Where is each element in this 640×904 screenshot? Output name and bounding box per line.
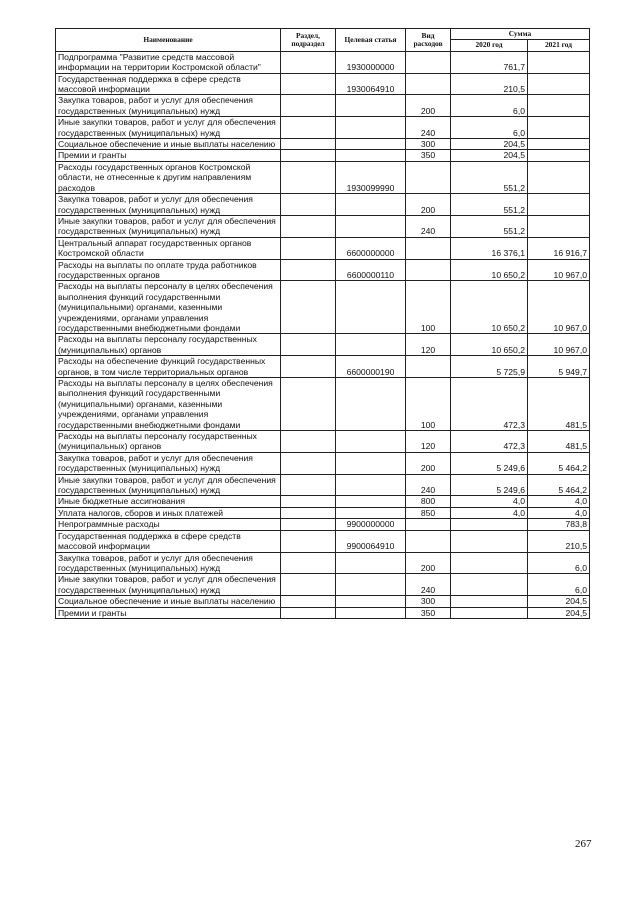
table-row	[56, 452, 590, 474]
row-target-cell	[336, 117, 406, 139]
row-target-cell	[336, 507, 406, 518]
row-2020-cell: 16 376,1	[451, 237, 528, 259]
row-2020-cell: 204,5	[451, 139, 528, 150]
row-2021-cell: 6,0	[528, 552, 590, 574]
row-section-cell	[281, 356, 336, 378]
row-type-cell: 300	[406, 139, 451, 150]
row-section-cell	[281, 607, 336, 618]
table-row	[56, 496, 590, 507]
table-row	[56, 530, 590, 552]
table-row	[56, 259, 590, 281]
row-type-cell	[406, 73, 451, 95]
row-target-cell	[336, 496, 406, 507]
row-2021-cell	[528, 150, 590, 161]
row-name-cell: Расходы государственных органов Костромской области, не отнесенные к другим направлениям расходов	[56, 161, 281, 193]
row-2021-cell: 204,5	[528, 596, 590, 607]
row-2020-cell: 4,0	[451, 507, 528, 518]
row-section-cell	[281, 139, 336, 150]
row-name-cell: Премии и гранты	[56, 607, 281, 618]
table-body	[56, 51, 590, 618]
row-2021-cell	[528, 215, 590, 237]
row-type-cell	[406, 161, 451, 193]
row-target-cell	[336, 334, 406, 356]
table-row	[56, 73, 590, 95]
row-target-cell	[336, 596, 406, 607]
row-target-cell: 6600000190	[336, 356, 406, 378]
row-name-cell: Закупка товаров, работ и услуг для обеспечения государственных (муниципальных) нужд	[56, 452, 281, 474]
row-2020-cell: 4,0	[451, 496, 528, 507]
row-2020-cell	[451, 552, 528, 574]
row-section-cell	[281, 596, 336, 607]
header-2020: 2020 год	[451, 40, 528, 51]
row-2021-cell: 10 967,0	[528, 281, 590, 334]
row-2021-cell: 783,8	[528, 519, 590, 530]
row-name-cell: Расходы на выплаты персоналу государственных (муниципальных) органов	[56, 334, 281, 356]
row-section-cell	[281, 431, 336, 453]
row-target-cell	[336, 150, 406, 161]
row-target-cell: 1930099990	[336, 161, 406, 193]
row-type-cell: 100	[406, 378, 451, 431]
table-row	[56, 519, 590, 530]
row-type-cell: 200	[406, 194, 451, 216]
row-section-cell	[281, 496, 336, 507]
row-name-cell: Иные бюджетные ассигнования	[56, 496, 281, 507]
table-row	[56, 334, 590, 356]
row-name-cell: Иные закупки товаров, работ и услуг для обеспечения государственных (муниципальных) нужд	[56, 215, 281, 237]
table-row	[56, 161, 590, 193]
row-2021-cell: 10 967,0	[528, 259, 590, 281]
row-target-cell	[336, 607, 406, 618]
row-section-cell	[281, 51, 336, 73]
row-2020-cell	[451, 596, 528, 607]
row-name-cell: Премии и гранты	[56, 150, 281, 161]
row-name-cell: Закупка товаров, работ и услуг для обеспечения государственных (муниципальных) нужд	[56, 95, 281, 117]
row-2021-cell	[528, 117, 590, 139]
table-row	[56, 139, 590, 150]
row-type-cell: 200	[406, 452, 451, 474]
row-2020-cell: 10 650,2	[451, 281, 528, 334]
row-2020-cell: 10 650,2	[451, 334, 528, 356]
row-2020-cell: 761,7	[451, 51, 528, 73]
row-2021-cell: 10 967,0	[528, 334, 590, 356]
row-name-cell: Закупка товаров, работ и услуг для обеспечения государственных (муниципальных) нужд	[56, 552, 281, 574]
row-section-cell	[281, 530, 336, 552]
row-target-cell	[336, 139, 406, 150]
row-2021-cell	[528, 95, 590, 117]
row-2020-cell: 10 650,2	[451, 259, 528, 281]
row-2021-cell: 16 916,7	[528, 237, 590, 259]
row-type-cell	[406, 356, 451, 378]
row-type-cell	[406, 259, 451, 281]
table-row	[56, 150, 590, 161]
row-target-cell: 9900000000	[336, 519, 406, 530]
row-2020-cell: 5 249,6	[451, 452, 528, 474]
row-2020-cell	[451, 519, 528, 530]
budget-table	[55, 28, 590, 619]
row-section-cell	[281, 474, 336, 496]
row-name-cell: Подпрограмма "Развитие средств массовой информации на территории Костромской области"	[56, 51, 281, 73]
table-row	[56, 237, 590, 259]
row-name-cell: Расходы на выплаты по оплате труда работников государственных органов	[56, 259, 281, 281]
row-section-cell	[281, 574, 336, 596]
row-target-cell	[336, 552, 406, 574]
row-target-cell	[336, 431, 406, 453]
row-2020-cell	[451, 530, 528, 552]
row-target-cell: 1930064910	[336, 73, 406, 95]
page-number: 267	[575, 838, 592, 850]
row-2020-cell: 472,3	[451, 378, 528, 431]
row-type-cell: 240	[406, 474, 451, 496]
row-target-cell	[336, 215, 406, 237]
table-row	[56, 607, 590, 618]
row-2021-cell	[528, 73, 590, 95]
row-2021-cell	[528, 194, 590, 216]
row-type-cell: 240	[406, 117, 451, 139]
row-type-cell	[406, 519, 451, 530]
row-section-cell	[281, 378, 336, 431]
row-2021-cell: 204,5	[528, 607, 590, 618]
row-2020-cell: 551,2	[451, 161, 528, 193]
table-row	[56, 474, 590, 496]
row-section-cell	[281, 117, 336, 139]
row-type-cell	[406, 237, 451, 259]
table-row	[56, 117, 590, 139]
header-type: Вид расходов	[406, 29, 451, 52]
row-section-cell	[281, 194, 336, 216]
row-2020-cell	[451, 574, 528, 596]
row-type-cell: 240	[406, 574, 451, 596]
row-2021-cell: 481,5	[528, 431, 590, 453]
row-type-cell: 200	[406, 552, 451, 574]
header-sum: Сумма	[451, 29, 590, 40]
row-section-cell	[281, 334, 336, 356]
row-name-cell: Расходы на выплаты персоналу в целях обеспечения выполнения функций государственными (муниципальными) органами, казенными учреждениями, органами управления государственными внебюджетными фондами	[56, 378, 281, 431]
row-target-cell	[336, 281, 406, 334]
row-2021-cell	[528, 139, 590, 150]
row-2021-cell: 5 949,7	[528, 356, 590, 378]
row-section-cell	[281, 150, 336, 161]
row-2021-cell: 5 464,2	[528, 452, 590, 474]
row-2021-cell: 481,5	[528, 378, 590, 431]
row-type-cell: 120	[406, 334, 451, 356]
row-2020-cell: 5 725,9	[451, 356, 528, 378]
table-row	[56, 507, 590, 518]
table-row	[56, 51, 590, 73]
row-type-cell: 800	[406, 496, 451, 507]
table-row	[56, 596, 590, 607]
row-target-cell: 9900064910	[336, 530, 406, 552]
row-type-cell: 240	[406, 215, 451, 237]
table-row	[56, 194, 590, 216]
row-section-cell	[281, 281, 336, 334]
row-name-cell: Центральный аппарат государственных органов Костромской области	[56, 237, 281, 259]
row-name-cell: Уплата налогов, сборов и иных платежей	[56, 507, 281, 518]
row-2020-cell: 472,3	[451, 431, 528, 453]
header-name: Наименование	[56, 29, 281, 52]
row-2021-cell: 4,0	[528, 496, 590, 507]
row-name-cell: Расходы на обеспечение функций государственных органов, в том числе территориальных органов	[56, 356, 281, 378]
row-name-cell: Иные закупки товаров, работ и услуг для обеспечения государственных (муниципальных) нужд	[56, 474, 281, 496]
row-2021-cell	[528, 161, 590, 193]
row-target-cell	[336, 452, 406, 474]
row-type-cell: 350	[406, 607, 451, 618]
header-2021: 2021 год	[528, 40, 590, 51]
row-section-cell	[281, 215, 336, 237]
row-2020-cell: 204,5	[451, 150, 528, 161]
row-type-cell	[406, 530, 451, 552]
row-type-cell: 200	[406, 95, 451, 117]
row-2020-cell: 551,2	[451, 215, 528, 237]
row-section-cell	[281, 161, 336, 193]
header-section: Раздел, подраздел	[281, 29, 336, 52]
row-target-cell	[336, 95, 406, 117]
row-2021-cell: 5 464,2	[528, 474, 590, 496]
row-name-cell: Закупка товаров, работ и услуг для обеспечения государственных (муниципальных) нужд	[56, 194, 281, 216]
row-name-cell: Иные закупки товаров, работ и услуг для обеспечения государственных (муниципальных) нужд	[56, 574, 281, 596]
row-target-cell	[336, 194, 406, 216]
row-section-cell	[281, 452, 336, 474]
header-target: Целевая статья	[336, 29, 406, 52]
row-section-cell	[281, 552, 336, 574]
row-name-cell: Социальное обеспечение и иные выплаты населению	[56, 596, 281, 607]
row-target-cell: 6600000110	[336, 259, 406, 281]
table-row	[56, 378, 590, 431]
row-name-cell: Иные закупки товаров, работ и услуг для обеспечения государственных (муниципальных) нужд	[56, 117, 281, 139]
row-type-cell: 850	[406, 507, 451, 518]
row-section-cell	[281, 519, 336, 530]
row-2020-cell	[451, 607, 528, 618]
row-name-cell: Непрограммные расходы	[56, 519, 281, 530]
row-type-cell: 350	[406, 150, 451, 161]
header-row	[56, 29, 590, 40]
row-name-cell: Социальное обеспечение и иные выплаты населению	[56, 139, 281, 150]
row-section-cell	[281, 259, 336, 281]
row-section-cell	[281, 95, 336, 117]
row-name-cell: Расходы на выплаты персоналу государственных (муниципальных) органов	[56, 431, 281, 453]
row-2021-cell	[528, 51, 590, 73]
row-2020-cell: 551,2	[451, 194, 528, 216]
table-row	[56, 431, 590, 453]
row-section-cell	[281, 73, 336, 95]
row-target-cell: 6600000000	[336, 237, 406, 259]
row-2021-cell: 210,5	[528, 530, 590, 552]
table-row	[56, 281, 590, 334]
row-target-cell	[336, 474, 406, 496]
row-2021-cell: 4,0	[528, 507, 590, 518]
table-row	[56, 356, 590, 378]
table-row	[56, 95, 590, 117]
row-2021-cell: 6,0	[528, 574, 590, 596]
row-name-cell: Расходы на выплаты персоналу в целях обеспечения выполнения функций государственными (муниципальными) органами, казенными учреждениями, органами управления государственными внебюджетными фондами	[56, 281, 281, 334]
table-row	[56, 552, 590, 574]
row-type-cell	[406, 51, 451, 73]
row-2020-cell: 5 249,6	[451, 474, 528, 496]
row-type-cell: 120	[406, 431, 451, 453]
row-name-cell: Государственная поддержка в сфере средств массовой информации	[56, 530, 281, 552]
row-2020-cell: 6,0	[451, 95, 528, 117]
row-section-cell	[281, 507, 336, 518]
row-type-cell: 300	[406, 596, 451, 607]
row-target-cell	[336, 574, 406, 596]
row-name-cell: Государственная поддержка в сфере средств массовой информации	[56, 73, 281, 95]
row-2020-cell: 6,0	[451, 117, 528, 139]
row-target-cell	[336, 378, 406, 431]
row-2020-cell: 210,5	[451, 73, 528, 95]
table-row	[56, 574, 590, 596]
row-type-cell: 100	[406, 281, 451, 334]
table-row	[56, 215, 590, 237]
row-section-cell	[281, 237, 336, 259]
row-target-cell: 1930000000	[336, 51, 406, 73]
